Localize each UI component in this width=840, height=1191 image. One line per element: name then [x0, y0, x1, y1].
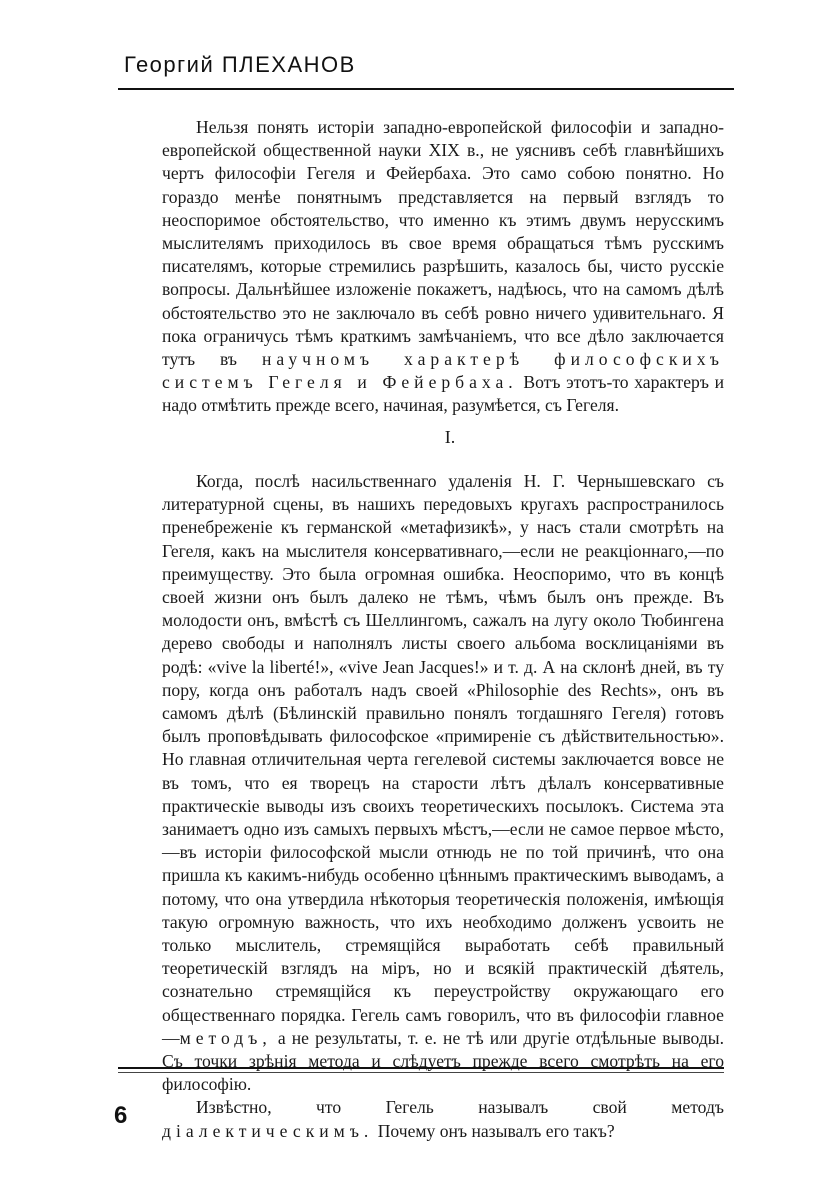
intro-text: [162, 116, 724, 418]
paragraph-text-b: Почему онъ называлъ его такъ?: [377, 1120, 615, 1141]
spaced-emphasis-method: методъ,: [179, 1027, 272, 1048]
paragraph: [162, 470, 724, 1096]
section-text: [162, 470, 724, 1143]
header-rule: [118, 88, 734, 90]
intro-text-a: Нельзя понять исторіи западно-европейской философіи и западно-европейской общественной науки XIX в., не уяснивъ себѣ главнѣйшихъ чертъ философіи Гегеля и Фейербаха. Это само собою понятно. Но гораздо менѣе понятнымъ представляется на первый взглядъ то неоспоримое обстоятельство, что именно къ этимъ двумъ нерусскимъ мыслителямъ приходилось въ свое время обращаться тѣмъ русскимъ писателямъ, которые стремились разрѣшить, казалось бы, чисто русскіе вопросы. Дальнѣйшее изложеніе покажетъ, надѣюсь, что на самомъ дѣлѣ обстоятельство это не заключало въ себѣ ровно ничего удивительнаго. Я пока ограничусь тѣмъ краткимъ замѣчаніемъ, что все дѣло заключается тутъ въ: [162, 117, 724, 370]
paragraph: [162, 1096, 724, 1142]
paragraph-text-a: Когда, послѣ насильственнаго удаленія Н. Г. Чернышевскаго съ литературной сцены, въ нашихъ передовыхъ кругахъ распространилось пренебреженіе къ германской «метафизикѣ», у насъ стали смотрѣть на Гегеля, какъ на мыслителя консервативнаго,—если не реакціоннаго,—по преимуществу. Это была огромная ошибка. Неоспоримо, что въ концѣ своей жизни онъ былъ далеко не тѣмъ, чѣмъ былъ онъ прежде. Въ молодости онъ, вмѣстѣ съ Шеллингомъ, сажалъ на лугу около Тюбингена дерево свободы и наполнялъ листы своего альбома восклицаніями въ родѣ: «vive la liberté!», «vive Jean Jacques!» и т. д. А на склонѣ дней, въ ту пору, когда онъ работалъ надъ своей «Philosophie des Rechts», онъ въ самомъ дѣлѣ (Бѣлинскій правильно понялъ тогдашняго Гегеля) готовъ былъ проповѣдывать философское «примиреніе съ дѣйствительностью». Но главная отличительная черта гегелевой системы заключается вовсе не въ томъ, что ея творецъ на старости лѣтъ дѣлалъ консервативные практическіе выводы изъ своихъ теоретическихъ посылокъ. Система эта занимаетъ одно изъ самыхъ первыхъ мѣстъ,—если не самое первое мѣсто,—въ исторіи философской мысли отнюдь не по той причинѣ, что она пришла къ какимъ-нибудь особенно цѣннымъ практическимъ выводамъ, а потому, что она утвердила нѣкоторыя теоретическія положенія, имѣющія такую огромную важность, что ихъ необходимо долженъ усвоить не только мыслитель, стремящійся выработать себѣ правильный теоретическій взглядъ на міръ, но и всякій практическій дѣятель, сознательно стремящійся къ переустройству окружающаго его общественнаго порядка. Гегель самъ говорилъ, что въ философіи главное—: [162, 471, 724, 1048]
running-header: Георгий ПЛЕХАНОВ: [124, 52, 356, 77]
paragraph-text-b: а не результаты, т. е. не тѣ или другіе отдѣльные выводы. Съ точки зрѣнія метода и слѣдуетъ прежде всего смотрѣть на его философію.: [162, 1027, 724, 1095]
section-number: I.: [444, 427, 456, 447]
page-number: 6: [114, 1102, 128, 1129]
intro-spaced-emphasis: научномъ характерѣ философскихъ системъ Гегеля и Фейербаха.: [162, 349, 725, 393]
intro-paragraph: [162, 116, 724, 418]
intro-text-b: Вотъ этотъ-то характеръ и надо отмѣтить прежде всего, начиная, разумѣется, съ Гегеля.: [162, 372, 724, 416]
footer-rule-thin: [118, 1072, 724, 1073]
spaced-emphasis-dialectical: діалектическимъ.: [162, 1120, 374, 1141]
footer-rule: [118, 1067, 724, 1069]
paragraph-text-a: Извѣстно, что Гегель называлъ свой методъ: [196, 1097, 724, 1118]
